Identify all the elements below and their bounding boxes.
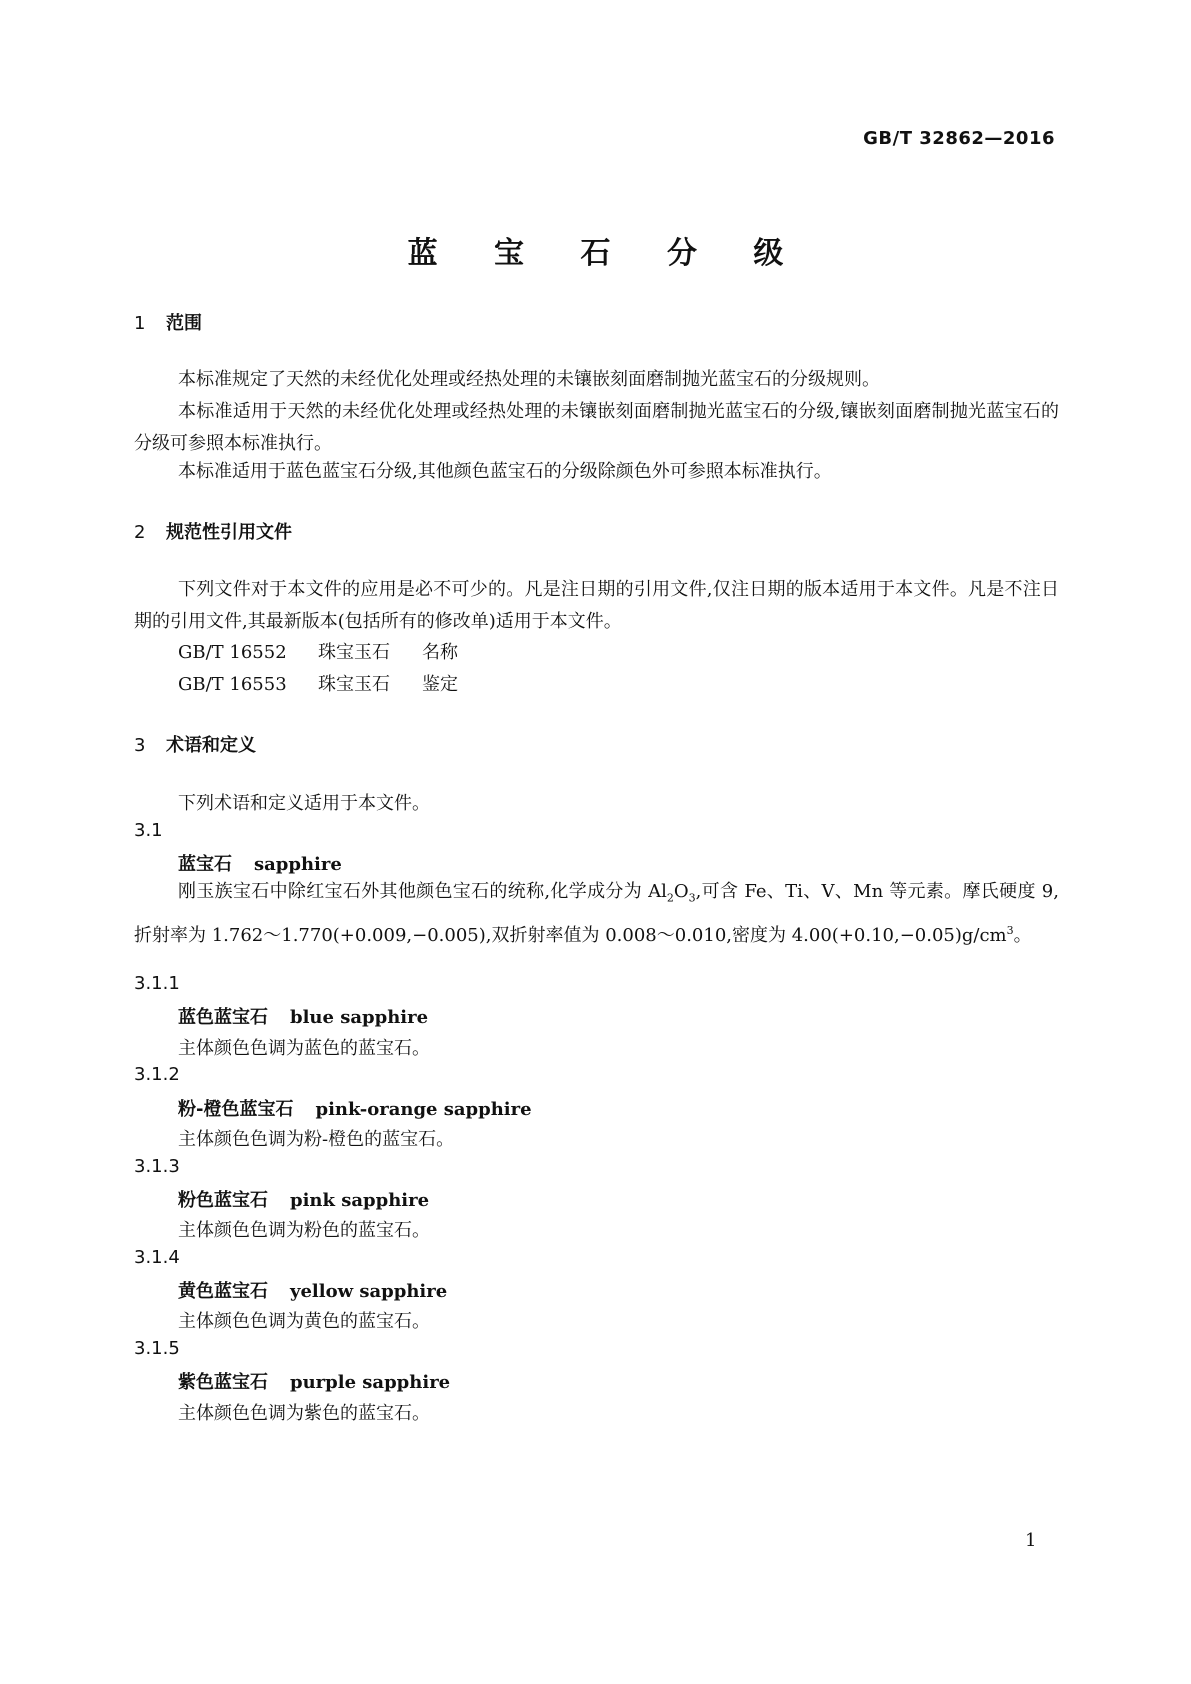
term-en: yellow sapphire [290, 1281, 448, 1302]
section-number: 3 [134, 735, 146, 756]
term-title [178, 1277, 447, 1303]
section-title: 术语和定义 [166, 735, 256, 756]
normative-paragraph: 下列文件对于本文件的应用是必不可少的。凡是注日期的引用文件,仅注日期的版本适用于本文件。凡是不注日期的引用文件,其最新版本(包括所有的修改单)适用于本文件。 [134, 579, 1059, 632]
term-en: pink-orange sapphire [315, 1099, 532, 1120]
term-number: 3.1.3 [134, 1156, 180, 1177]
section-number: 1 [134, 313, 146, 334]
term-definition: 主体颜色色调为蓝色的蓝宝石。 [178, 1038, 430, 1059]
term-definition: 主体颜色色调为粉色的蓝宝石。 [178, 1220, 430, 1241]
term-zh: 粉色蓝宝石 [178, 1190, 268, 1211]
term-zh: 紫色蓝宝石 [178, 1372, 268, 1393]
term-title [178, 1003, 428, 1029]
section-title: 范围 [166, 313, 202, 334]
reference-desc: 鉴定 [422, 674, 458, 695]
terms-intro: 下列术语和定义适用于本文件。 [178, 793, 430, 814]
term-number: 3.1.1 [134, 973, 180, 994]
term-number: 3.1.2 [134, 1064, 180, 1085]
term-title [178, 1095, 532, 1121]
term-number: 3.1.4 [134, 1247, 180, 1268]
term-definition: 主体颜色色调为粉-橙色的蓝宝石。 [178, 1129, 455, 1150]
page-number: 1 [1025, 1530, 1037, 1551]
term-zh: 黄色蓝宝石 [178, 1281, 268, 1302]
reference-item [178, 638, 458, 664]
term-zh: 蓝色蓝宝石 [178, 1007, 268, 1028]
term-en: purple sapphire [290, 1372, 451, 1393]
section-heading-terms [134, 731, 256, 757]
term-number: 3.1.5 [134, 1338, 180, 1359]
reference-desc: 名称 [422, 642, 458, 663]
reference-name: 珠宝玉石 [318, 642, 390, 663]
section-title: 规范性引用文件 [166, 522, 292, 543]
term-zh: 粉-橙色蓝宝石 [178, 1099, 294, 1120]
reference-code: GB/T 16553 [178, 674, 287, 695]
term-zh: 蓝宝石 [178, 854, 232, 875]
term-definition: 刚玉族宝石中除红宝石外其他颜色宝石的统称,化学成分为 $Al_2O_3$,可含 Fe、Ti、V、Mn 等元素。摩氏硬度 9,折射率为 1.762～1.770(+0.009,−0.005),双折射率值为 0.008～0.010,密度为 $4.00(+0.10,-0.05)g/cm^3$。 [134, 881, 1059, 946]
scope-paragraph-2: 本标准适用于天然的未经优化处理或经热处理的未镶嵌刻面磨制抛光蓝宝石的分级,镶嵌刻面磨制抛光蓝宝石的分级可参照本标准执行。 [134, 401, 1059, 454]
document-title: 蓝 宝 石 分 级 [407, 236, 807, 271]
section-heading-scope [134, 309, 202, 335]
scope-paragraph-3: 本标准适用于蓝色蓝宝石分级,其他颜色蓝宝石的分级除颜色外可参照本标准执行。 [178, 461, 832, 482]
term-title [178, 850, 342, 876]
reference-name: 珠宝玉石 [318, 674, 390, 695]
term-en: pink sapphire [290, 1190, 430, 1211]
section-heading-normative-references [134, 518, 292, 544]
term-en: blue sapphire [290, 1007, 429, 1028]
term-en: sapphire [254, 854, 342, 875]
standard-code: GB/T 32862—2016 [863, 128, 1055, 149]
reference-code: GB/T 16552 [178, 642, 287, 663]
section-number: 2 [134, 522, 146, 543]
term-number: 3.1 [134, 820, 163, 841]
term-definition: 主体颜色色调为紫色的蓝宝石。 [178, 1403, 430, 1424]
reference-item [178, 670, 458, 696]
scope-paragraph-1: 本标准规定了天然的未经优化处理或经热处理的未镶嵌刻面磨制抛光蓝宝石的分级规则。 [178, 369, 880, 390]
term-definition: 主体颜色色调为黄色的蓝宝石。 [178, 1311, 430, 1332]
term-title [178, 1186, 429, 1212]
term-title [178, 1368, 450, 1394]
